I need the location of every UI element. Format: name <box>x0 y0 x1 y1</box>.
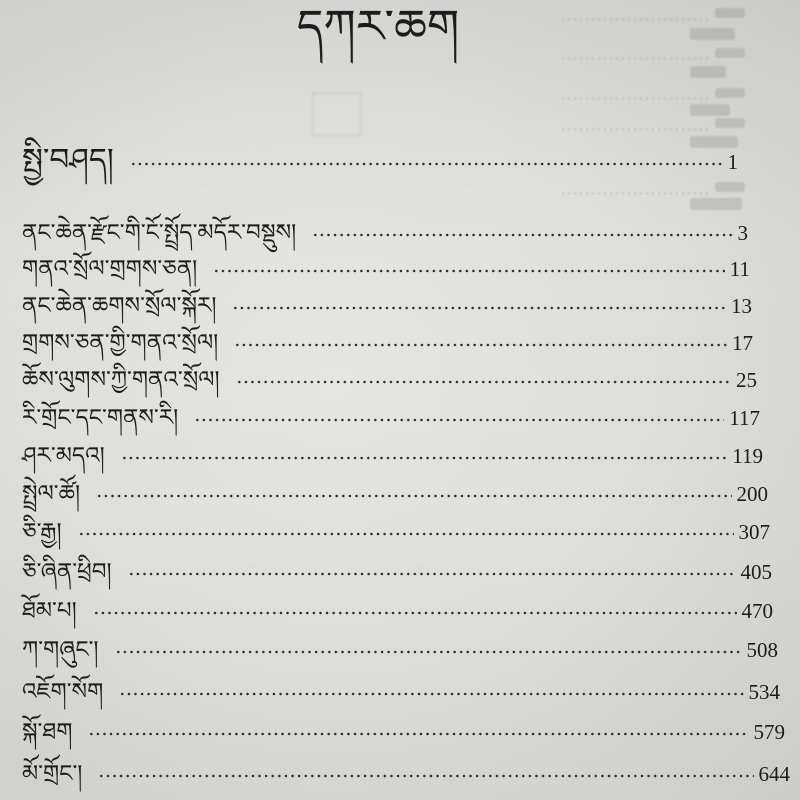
toc-entry-title: གནའ་སྲོལ་གྲགས་ཅན། <box>22 256 198 282</box>
toc-entry-title: སྐོ་ཐག <box>22 719 73 745</box>
dot-leader <box>119 692 743 696</box>
ghost-number-smudge <box>715 118 745 128</box>
dot-leader <box>234 343 727 347</box>
toc-entry-title: ཆོས་ལུགས་ཀྱི་གནའ་སྲོལ། <box>22 367 220 393</box>
toc-entry-page-number: 405 <box>740 560 772 584</box>
toc-entry-title: མོ་གྲོང་། <box>22 761 83 787</box>
ghost-text-smudge <box>690 198 742 210</box>
toc-entry-title: ཐོམ་པ། <box>22 598 77 624</box>
toc-entry <box>22 359 757 395</box>
toc-entry-page-number: 307 <box>738 520 770 544</box>
ghost-dot-leader <box>560 192 710 195</box>
toc-entry-title: ཀ་གཞུང་། <box>22 637 99 663</box>
ghost-number-smudge <box>715 182 745 192</box>
toc-entry-page-number: 508 <box>746 638 778 662</box>
dot-leader <box>98 774 753 778</box>
dot-leader <box>93 611 737 615</box>
toc-entry-page-number: 11 <box>729 257 750 281</box>
ghost-number-smudge <box>715 88 745 98</box>
toc-entry-page-number: 1 <box>727 150 738 174</box>
toc-entry <box>22 590 773 626</box>
toc-entry-title: ཅི་ཞིན་ཕྲིབ། <box>22 559 112 585</box>
dot-leader <box>194 418 724 422</box>
dot-leader <box>115 650 742 654</box>
ghost-dot-leader <box>560 128 710 131</box>
toc-entry <box>22 285 752 321</box>
toc-entry-page-number: 579 <box>753 720 785 744</box>
dot-leader <box>121 456 728 460</box>
toc-entry-page-number: 117 <box>729 406 760 430</box>
toc-entry-page-number: 3 <box>737 221 748 245</box>
dot-leader <box>128 572 736 576</box>
dot-leader <box>130 162 723 166</box>
toc-entry-page-number: 534 <box>748 680 780 704</box>
toc-entry <box>22 671 780 707</box>
toc-entry-page-number: 644 <box>758 762 790 786</box>
ghost-square-mark <box>312 92 362 136</box>
toc-entry <box>22 248 750 284</box>
dot-leader <box>232 306 726 310</box>
toc-entry-page-number: 200 <box>736 482 768 506</box>
toc-entry-title: སྤྲེལ་ཚོ། <box>22 481 81 507</box>
ghost-text-smudge <box>690 104 730 116</box>
toc-entry <box>22 322 753 358</box>
toc-entry-title: ཤར་མདའ། <box>22 443 105 469</box>
toc-entry <box>22 629 778 665</box>
dot-leader <box>312 233 732 237</box>
dot-leader <box>88 732 748 736</box>
toc-entry <box>22 136 738 180</box>
toc-entry <box>22 551 772 587</box>
toc-entry <box>22 511 770 547</box>
toc-entry-title: སྤྱི་བཤད། <box>22 142 114 178</box>
toc-entry-page-number: 470 <box>741 599 773 623</box>
toc-entry-title: རི་གྲོང་དང་གནས་རི། <box>22 405 179 431</box>
dot-leader <box>236 380 731 384</box>
toc-entry-title: ནང་ཆེན་ཆགས་སྲོལ་སྐོར། <box>22 293 217 319</box>
toc-entry-title: འཇོག་སོག <box>22 679 104 705</box>
toc-entry-title: ནང་ཆེན་རྫོང་གི་ངོ་སྤྲོད་མདོར་བསྡུས། <box>22 220 297 246</box>
toc-entry <box>22 711 785 747</box>
toc-entry <box>22 212 748 248</box>
toc-entry-page-number: 13 <box>731 294 752 318</box>
toc-entry-title: གྲགས་ཅན་གྱི་གནའ་སྲོལ། <box>22 330 219 356</box>
page-title: དཀར་ཆག <box>296 0 460 53</box>
toc-entry <box>22 435 763 471</box>
dot-leader <box>213 269 725 273</box>
toc-entry <box>22 397 760 433</box>
toc-entry <box>22 473 768 509</box>
toc-entry-page-number: 119 <box>732 444 763 468</box>
toc-entry-page-number: 25 <box>736 368 757 392</box>
dot-leader <box>96 494 731 498</box>
ghost-dot-leader <box>560 97 710 100</box>
toc-entry-title: ཅི་རྒྱ། <box>22 519 62 545</box>
toc-entry <box>22 753 790 789</box>
toc-entry-page-number: 17 <box>732 331 753 355</box>
dot-leader <box>78 532 734 536</box>
ghost-dot-leader <box>560 57 710 60</box>
ghost-text-smudge <box>690 66 726 78</box>
